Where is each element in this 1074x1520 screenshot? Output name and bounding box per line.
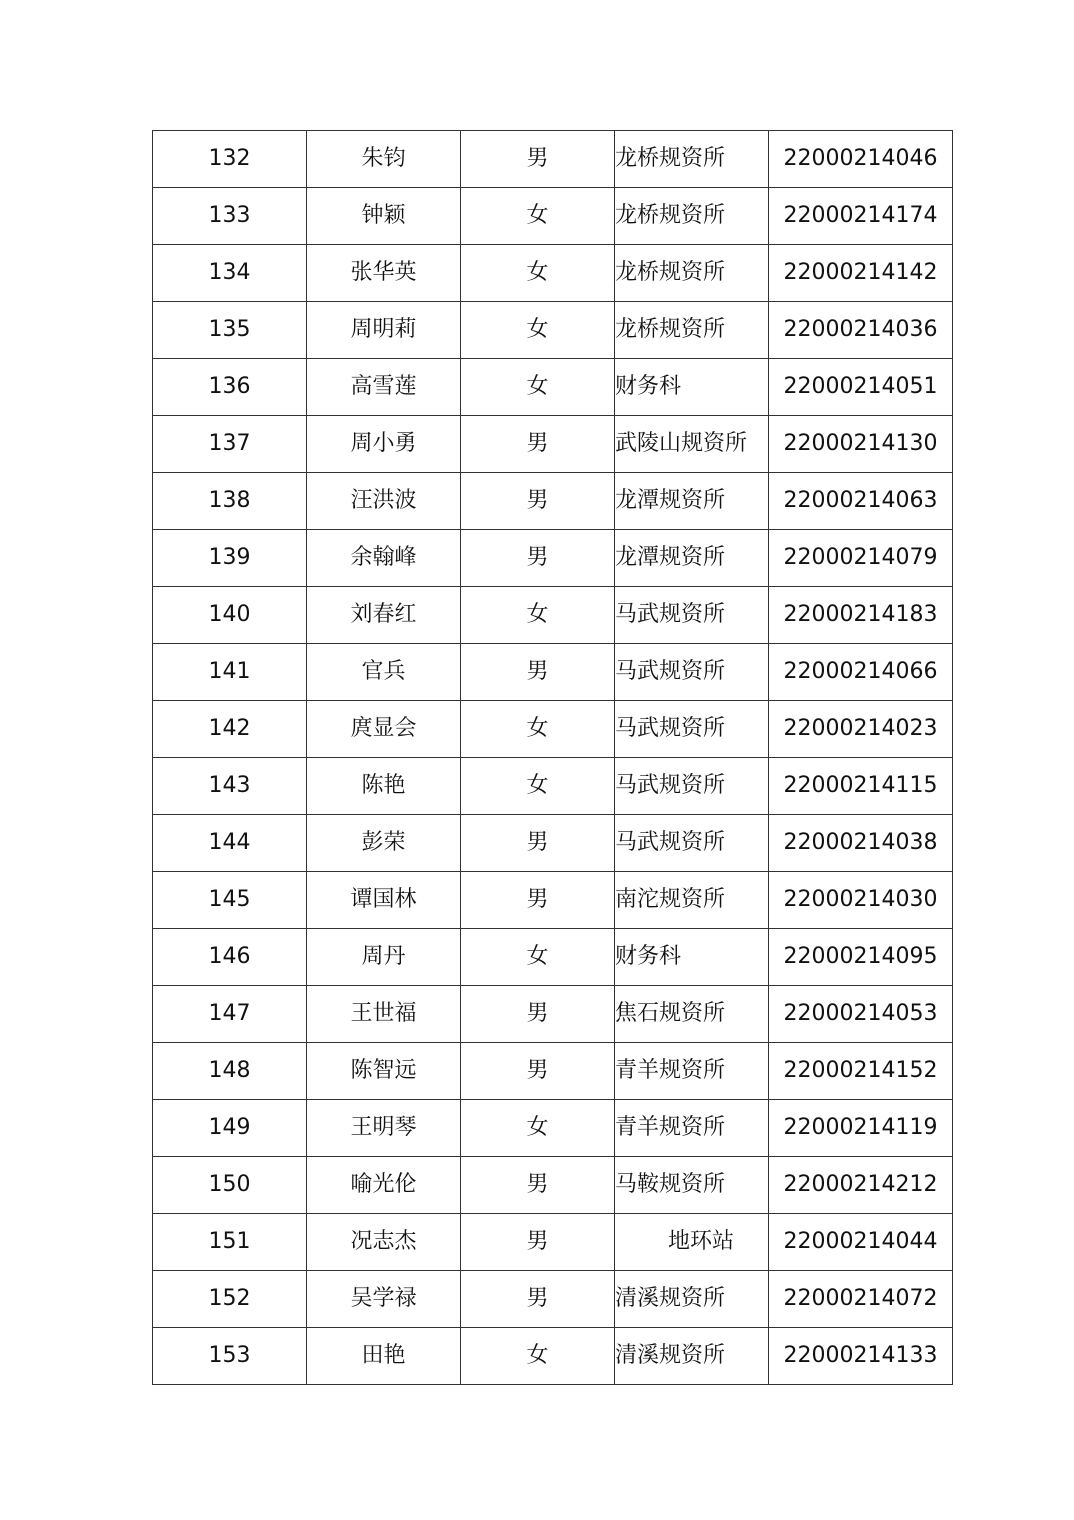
table-row — [153, 1328, 953, 1385]
cell-gender: 女 — [461, 1100, 615, 1157]
cell-gender: 男 — [461, 644, 615, 701]
cell-department: 青羊规资所 — [615, 1043, 769, 1100]
cell-gender: 男 — [461, 131, 615, 188]
table-row — [153, 986, 953, 1043]
cell-id-number: 22000214036 — [769, 302, 953, 359]
cell-name: 钟颖 — [307, 188, 461, 245]
cell-gender: 女 — [461, 245, 615, 302]
cell-gender: 女 — [461, 302, 615, 359]
cell-number: 150 — [153, 1157, 307, 1214]
cell-gender: 男 — [461, 1157, 615, 1214]
cell-gender: 男 — [461, 872, 615, 929]
cell-number: 149 — [153, 1100, 307, 1157]
cell-name: 张华英 — [307, 245, 461, 302]
cell-name: 喻光伦 — [307, 1157, 461, 1214]
cell-id-number: 22000214063 — [769, 473, 953, 530]
cell-name: 周明莉 — [307, 302, 461, 359]
cell-department: 龙潭规资所 — [615, 530, 769, 587]
cell-id-number: 22000214053 — [769, 986, 953, 1043]
cell-department: 龙潭规资所 — [615, 473, 769, 530]
cell-name: 周小勇 — [307, 416, 461, 473]
cell-name: 周丹 — [307, 929, 461, 986]
cell-gender: 男 — [461, 473, 615, 530]
cell-number: 142 — [153, 701, 307, 758]
cell-id-number: 22000214079 — [769, 530, 953, 587]
cell-id-number: 22000214044 — [769, 1214, 953, 1271]
cell-name: 庹显会 — [307, 701, 461, 758]
cell-id-number: 22000214023 — [769, 701, 953, 758]
cell-number: 143 — [153, 758, 307, 815]
cell-gender: 女 — [461, 929, 615, 986]
cell-id-number: 22000214133 — [769, 1328, 953, 1385]
table-row — [153, 302, 953, 359]
cell-id-number: 22000214095 — [769, 929, 953, 986]
cell-name: 刘春红 — [307, 587, 461, 644]
cell-name: 田艳 — [307, 1328, 461, 1385]
table-row — [153, 758, 953, 815]
cell-department: 财务科 — [615, 929, 769, 986]
roster-table — [152, 130, 953, 1385]
cell-name: 高雪莲 — [307, 359, 461, 416]
table-row — [153, 815, 953, 872]
table-row — [153, 587, 953, 644]
table-row — [153, 1271, 953, 1328]
cell-id-number: 22000214119 — [769, 1100, 953, 1157]
cell-department: 财务科 — [615, 359, 769, 416]
cell-number: 137 — [153, 416, 307, 473]
cell-department: 武陵山规资所 — [615, 416, 769, 473]
table-row — [153, 245, 953, 302]
table-row — [153, 530, 953, 587]
cell-department: 清溪规资所 — [615, 1328, 769, 1385]
cell-name: 王明琴 — [307, 1100, 461, 1157]
cell-number: 145 — [153, 872, 307, 929]
cell-gender: 女 — [461, 359, 615, 416]
cell-id-number: 22000214066 — [769, 644, 953, 701]
cell-department: 南沱规资所 — [615, 872, 769, 929]
cell-department: 马武规资所 — [615, 815, 769, 872]
cell-id-number: 22000214174 — [769, 188, 953, 245]
cell-gender: 男 — [461, 530, 615, 587]
cell-name: 汪洪波 — [307, 473, 461, 530]
cell-name: 谭国林 — [307, 872, 461, 929]
table-row — [153, 1214, 953, 1271]
cell-number: 146 — [153, 929, 307, 986]
cell-number: 138 — [153, 473, 307, 530]
cell-name: 陈智远 — [307, 1043, 461, 1100]
cell-department: 马武规资所 — [615, 758, 769, 815]
cell-id-number: 22000214115 — [769, 758, 953, 815]
cell-number: 136 — [153, 359, 307, 416]
cell-name: 彭荣 — [307, 815, 461, 872]
table-row — [153, 1100, 953, 1157]
cell-department: 龙桥规资所 — [615, 188, 769, 245]
cell-gender: 男 — [461, 416, 615, 473]
cell-id-number: 22000214212 — [769, 1157, 953, 1214]
cell-number: 132 — [153, 131, 307, 188]
cell-number: 141 — [153, 644, 307, 701]
cell-number: 144 — [153, 815, 307, 872]
cell-department: 马鞍规资所 — [615, 1157, 769, 1214]
cell-name: 官兵 — [307, 644, 461, 701]
cell-id-number: 22000214152 — [769, 1043, 953, 1100]
cell-number: 148 — [153, 1043, 307, 1100]
cell-id-number: 22000214046 — [769, 131, 953, 188]
table-row — [153, 416, 953, 473]
cell-number: 152 — [153, 1271, 307, 1328]
cell-department: 青羊规资所 — [615, 1100, 769, 1157]
cell-number: 139 — [153, 530, 307, 587]
cell-id-number: 22000214130 — [769, 416, 953, 473]
cell-id-number: 22000214142 — [769, 245, 953, 302]
cell-id-number: 22000214030 — [769, 872, 953, 929]
cell-department: 清溪规资所 — [615, 1271, 769, 1328]
cell-name: 吴学禄 — [307, 1271, 461, 1328]
cell-id-number: 22000214183 — [769, 587, 953, 644]
cell-id-number: 22000214051 — [769, 359, 953, 416]
cell-department: 马武规资所 — [615, 701, 769, 758]
table-row — [153, 188, 953, 245]
cell-name: 王世福 — [307, 986, 461, 1043]
cell-department: 焦石规资所 — [615, 986, 769, 1043]
table-row — [153, 644, 953, 701]
cell-name: 朱钧 — [307, 131, 461, 188]
cell-gender: 女 — [461, 188, 615, 245]
cell-department: 龙桥规资所 — [615, 245, 769, 302]
cell-number: 135 — [153, 302, 307, 359]
cell-gender: 男 — [461, 1271, 615, 1328]
cell-gender: 女 — [461, 587, 615, 644]
cell-number: 134 — [153, 245, 307, 302]
cell-department: 马武规资所 — [615, 587, 769, 644]
cell-department: 龙桥规资所 — [615, 131, 769, 188]
cell-gender: 男 — [461, 986, 615, 1043]
cell-gender: 男 — [461, 1043, 615, 1100]
cell-gender: 女 — [461, 758, 615, 815]
cell-number: 140 — [153, 587, 307, 644]
table-row — [153, 1157, 953, 1214]
table-row — [153, 872, 953, 929]
table-row — [153, 359, 953, 416]
table-row — [153, 131, 953, 188]
cell-id-number: 22000214038 — [769, 815, 953, 872]
cell-gender: 女 — [461, 1328, 615, 1385]
cell-number: 133 — [153, 188, 307, 245]
cell-number: 153 — [153, 1328, 307, 1385]
cell-gender: 女 — [461, 701, 615, 758]
cell-number: 151 — [153, 1214, 307, 1271]
cell-name: 余翰峰 — [307, 530, 461, 587]
cell-number: 147 — [153, 986, 307, 1043]
table-row — [153, 1043, 953, 1100]
cell-department: 马武规资所 — [615, 644, 769, 701]
cell-gender: 男 — [461, 815, 615, 872]
cell-name: 陈艳 — [307, 758, 461, 815]
cell-name: 况志杰 — [307, 1214, 461, 1271]
cell-department: 龙桥规资所 — [615, 302, 769, 359]
cell-department: 地环站 — [615, 1214, 769, 1271]
table-row — [153, 929, 953, 986]
table-row — [153, 701, 953, 758]
cell-id-number: 22000214072 — [769, 1271, 953, 1328]
table-row — [153, 473, 953, 530]
cell-gender: 男 — [461, 1214, 615, 1271]
